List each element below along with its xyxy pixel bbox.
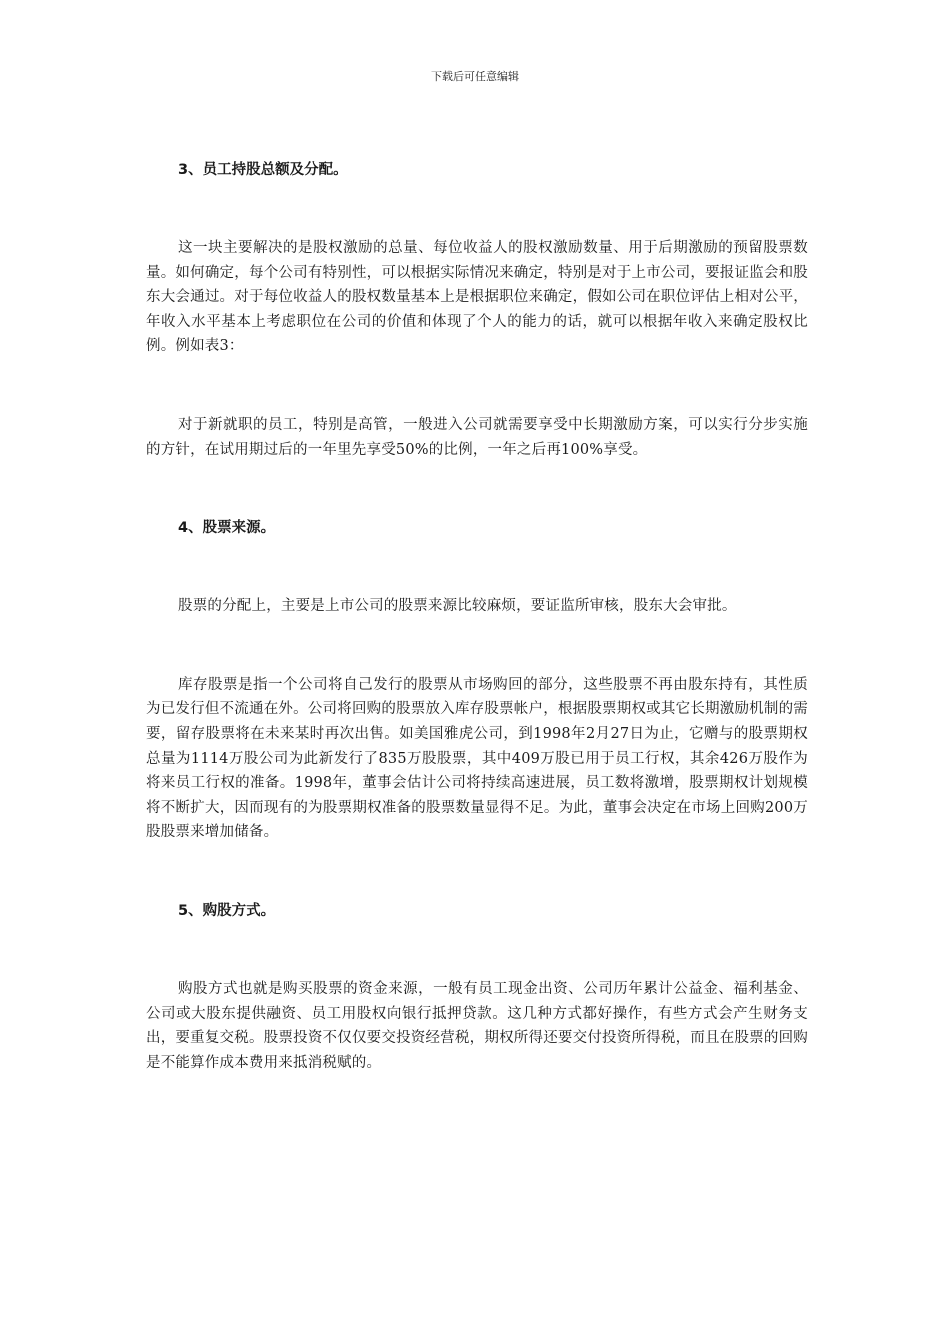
document-body (146, 158, 808, 1075)
section-3-paragraph-1: 这一块主要解决的是股权激励的总量、每位收益人的股权激励数量、用于后期激励的预留股票数量。如何确定，每个公司有特别性，可以根据实际情况来确定，特别是对于上市公司，要报证监会和股东大会通过。对于每位收益人的股权数量基本上是根据职位来确定，假如公司在职位评估上相对公平，年收入水平基本上考虑职位在公司的价值和体现了个人的能力的话，就可以根据年收入来确定股权比例。例如表3： (146, 240, 808, 355)
section-4-paragraph-2: 库存股票是指一个公司将自己发行的股票从市场购回的部分，这些股票不再由股东持有，其性质为已发行但不流通在外。公司将回购的股票放入库存股票帐户，根据股票期权或其它长期激励机制的需要，留存股票将在未来某时再次出售。如美国雅虎公司，到1998年2月27日为止，它赠与的股票期权总量为1114万股公司为此新发行了835万股股票，其中409万股已用于员工行权，其余426万股作为将来员工行权的准备。1998年，董事会估计公司将持续高速进展，员工数将激增，股票期权计划规模将不断扩大，因而现有的为股票期权准备的股票数量显得不足。为此，董事会决定在市场上回购200万股股票来增加储备。 (146, 676, 808, 841)
section-3-paragraph-2: 对于新就职的员工，特别是高管，一般进入公司就需要享受中长期激励方案，可以实行分步实施的方针，在试用期过后的一年里先享受50%的比例，一年之后再100%享受。 (146, 416, 808, 458)
section-heading-3: 3、员工持股总额及分配。 (178, 162, 348, 178)
page-header-note: 下载后可任意编辑 (431, 70, 519, 83)
section-heading-5: 5、购股方式。 (178, 902, 276, 919)
section-5-paragraph-1: 购股方式也就是购买股票的资金来源，一般有员工现金出资、公司历年累计公益金、福利基金、公司或大股东提供融资、员工用股权向银行抵押贷款。这几种方式都好操作，有些方式会产生财务支出，要重复交税。股票投资不仅仅要交投资经营税，期权所得还要交付投资所得税，而且在股票的回购是不能算作成本费用来抵消税赋的。 (146, 980, 808, 1071)
section-4-paragraph-1: 股票的分配上，主要是上市公司的股票来源比较麻烦，要证监所审核，股东大会审批。 (178, 598, 737, 615)
section-heading-4: 4、股票来源。 (178, 520, 276, 537)
